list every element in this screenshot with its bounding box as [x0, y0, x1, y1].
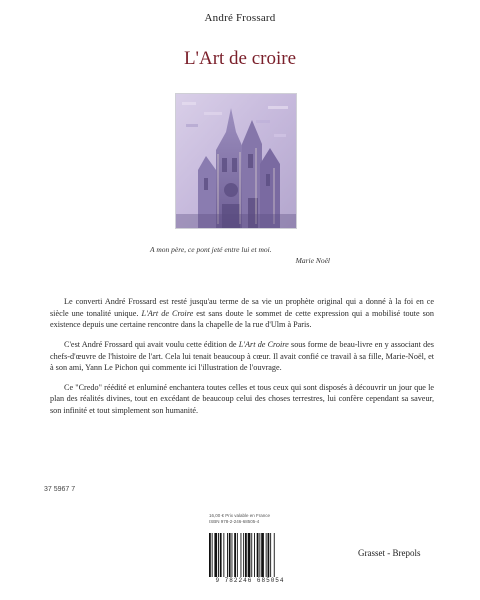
back-cover-text [50, 296, 434, 425]
paragraph-1: Le converti André Frossard est resté jusqu'au terme de sa vie un prophète original qui a donné à la foi en ce siècle une tonalité unique. L'Art de Croire est sans doute le sommet de cette expression qui a mobilisé toute son existence depuis une certaine rencontre dans la chapelle de la rue d'Ulm à Paris. [50, 297, 434, 330]
paragraph-2: C'est André Frossard qui avait voulu cette édition de L'Art de Croire sous forme de beau-livre en y associant des chefs-d'œuvre de l'histoire de l'art. Cela lui tenait beaucoup à cœur. Il avait confié ce travail à sa fille, Marie-Noël, et à son ami, Yann Le Pichon qui commente ici l'illustration de l'ouvrage. [50, 339, 434, 373]
isbn-line: ISBN 978-2-246-68505-4 [209, 519, 260, 525]
price-isbn-print [209, 513, 299, 525]
barcode-bars [206, 533, 294, 577]
side-code: 37 5967 7 [44, 486, 76, 493]
book-title: L'Art de croire [183, 48, 297, 69]
epigraph [150, 244, 330, 267]
publishers: Grasset - Brepols [358, 548, 421, 558]
barcode-digits: 9 782246 685054 [206, 577, 294, 584]
cathedral-painting-icon [175, 93, 297, 229]
price-line: 16,00 € Prix valable en France [209, 513, 271, 518]
author-name: André Frossard [204, 12, 276, 24]
paragraph-3: Ce "Credo" réédité et enluminé enchantera toutes celles et tous ceux qui sont disposés à découvrir un jour que le plan des réalités divines, tout en excédant de beaucoup celui des choses terrestres, lui confère cependant sa saveur, son infinité et tout simplement son humanité. [50, 382, 434, 416]
epigraph-quote: A mon père, ce pont jeté entre lui et moi. [150, 245, 272, 254]
epigraph-attribution: Marie Noël [295, 256, 330, 266]
